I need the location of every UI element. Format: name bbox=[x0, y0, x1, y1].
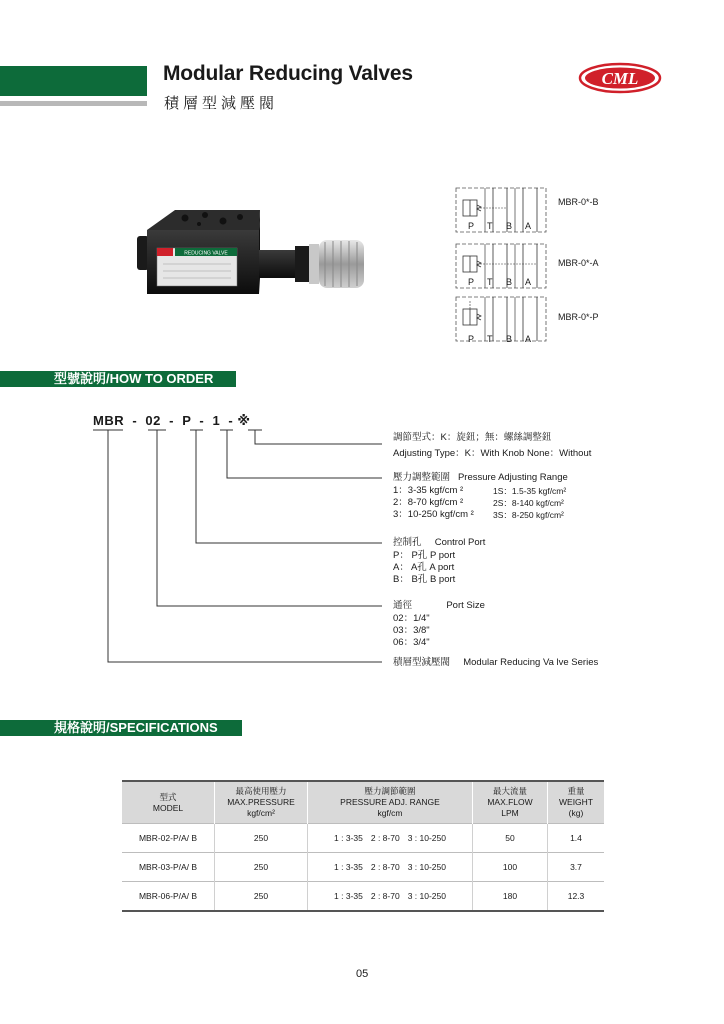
code-dash: - bbox=[199, 413, 205, 428]
table-row bbox=[122, 882, 604, 912]
pressure-left-list bbox=[393, 485, 474, 521]
pressure-item: 1：3-35 kgf/cm ² bbox=[393, 485, 464, 496]
port-size-item: 02：1/4" bbox=[393, 613, 430, 624]
cell-weight: 1.4 bbox=[548, 824, 605, 853]
adjusting-line-cn: 調節型式：K：旋鈕；無：螺絲調整鈕 bbox=[393, 432, 552, 443]
symbol-b-ports bbox=[468, 221, 544, 231]
port-size-item: 03：3/8" bbox=[393, 625, 430, 636]
pressure-item: 3S：8-250 kgf/cm² bbox=[493, 510, 564, 520]
series-desc bbox=[393, 657, 598, 669]
pressure-right-list bbox=[493, 485, 566, 521]
how-to-order-heading: 型號說明/HOW TO ORDER bbox=[0, 371, 236, 387]
page-subtitle: 積層型減壓閥 bbox=[164, 95, 279, 112]
cell-flow: 100 bbox=[473, 853, 548, 882]
port-p: P bbox=[468, 277, 475, 287]
symbol-a-label: MBR-0*-A bbox=[558, 258, 599, 268]
page-title: Modular Reducing Valves bbox=[163, 62, 413, 85]
code-dash: - bbox=[228, 413, 234, 428]
col-model: 型式 MODEL bbox=[122, 781, 215, 824]
control-title-en: Control Port bbox=[434, 537, 486, 548]
port-b: B bbox=[506, 334, 513, 344]
port-t: T bbox=[487, 334, 493, 344]
port-t: T bbox=[487, 221, 493, 231]
header-green-bar bbox=[0, 66, 147, 96]
symbol-p-ports bbox=[468, 334, 544, 344]
table-row bbox=[122, 824, 604, 853]
adjusting-type-desc bbox=[393, 432, 591, 460]
symbol-a-ports bbox=[468, 277, 544, 287]
table-row bbox=[122, 853, 604, 882]
pressure-item: 3：10-250 kgf/cm ² bbox=[393, 509, 474, 520]
pressure-range-desc bbox=[393, 472, 568, 484]
cell-range: 1 : 3-35 2 : 8-70 3 : 10-250 bbox=[308, 882, 473, 912]
code-port: P bbox=[182, 413, 192, 428]
cell-pressure: 250 bbox=[215, 882, 308, 912]
code-dash: - bbox=[169, 413, 174, 428]
cml-logo bbox=[578, 61, 662, 95]
port-size-title-en: Port Size bbox=[446, 600, 485, 611]
symbol-p-label: MBR-0*-P bbox=[558, 312, 599, 322]
cell-flow: 180 bbox=[473, 882, 548, 912]
cell-flow: 50 bbox=[473, 824, 548, 853]
series-title-cn: 積層型減壓閥 bbox=[393, 657, 451, 668]
symbol-b-label: MBR-0*-B bbox=[558, 197, 599, 207]
control-title-cn: 控制孔 bbox=[393, 537, 422, 548]
nameplate-text: REDUCING VALVE bbox=[184, 250, 228, 257]
cell-model: MBR-03-P/A/ B bbox=[122, 853, 215, 882]
spec-header-row bbox=[122, 781, 604, 824]
port-size-item: 06：3/4" bbox=[393, 637, 430, 648]
specifications-heading: 規格說明/SPECIFICATIONS bbox=[0, 720, 242, 736]
cell-model: MBR-06-P/A/ B bbox=[122, 882, 215, 912]
cell-model: MBR-02-P/A/ B bbox=[122, 824, 215, 853]
order-code bbox=[93, 413, 251, 429]
control-item: B： B孔 B port bbox=[393, 574, 456, 585]
code-dash: - bbox=[132, 413, 138, 428]
col-weight: 重量 WEIGHT (kg) bbox=[548, 781, 605, 824]
control-item: P： P孔 P port bbox=[393, 550, 456, 561]
cell-weight: 3.7 bbox=[548, 853, 605, 882]
code-adjusting: ※ bbox=[237, 413, 251, 428]
pressure-item: 1S：1.5-35 kgf/cm² bbox=[493, 486, 567, 496]
port-b: B bbox=[506, 221, 513, 231]
code-series: MBR bbox=[93, 413, 125, 428]
pressure-item: 2：8-70 kgf/cm ² bbox=[393, 497, 464, 508]
adjusting-line-en: Adjusting Type：K：With Knob None：Without bbox=[393, 448, 592, 459]
pressure-title-cn: 壓力調整範圍 bbox=[393, 472, 451, 483]
port-a: A bbox=[525, 277, 532, 287]
valve-photo bbox=[135, 208, 370, 303]
series-title-en: Modular Reducing Va lve Series bbox=[463, 657, 599, 668]
code-range: 1 bbox=[212, 413, 221, 428]
port-a: A bbox=[525, 221, 532, 231]
col-pressure-range: 壓力調節範圍 PRESSURE ADJ. RANGE kgf/cm bbox=[308, 781, 473, 824]
cell-range: 1 : 3-35 2 : 8-70 3 : 10-250 bbox=[308, 824, 473, 853]
port-p: P bbox=[468, 221, 475, 231]
page-number: 05 bbox=[356, 968, 369, 980]
port-t: T bbox=[487, 277, 493, 287]
port-a: A bbox=[525, 334, 532, 344]
control-item: A： A孔 A port bbox=[393, 562, 455, 573]
code-size: 02 bbox=[145, 413, 161, 428]
col-max-pressure: 最高使用壓力 MAX.PRESSURE kgf/cm² bbox=[215, 781, 308, 824]
port-size-title-cn: 通徑 bbox=[393, 600, 413, 611]
cell-range: 1 : 3-35 2 : 8-70 3 : 10-250 bbox=[308, 853, 473, 882]
cell-weight: 12.3 bbox=[548, 882, 605, 912]
port-p: P bbox=[468, 334, 475, 344]
spec-table bbox=[122, 780, 604, 912]
pressure-item: 2S：8-140 kgf/cm² bbox=[493, 498, 564, 508]
port-b: B bbox=[506, 277, 513, 287]
pressure-title-en: Pressure Adjusting Range bbox=[457, 472, 568, 483]
port-size-desc bbox=[393, 600, 485, 649]
header-gray-bar bbox=[0, 101, 147, 106]
control-port-desc bbox=[393, 537, 485, 586]
cell-pressure: 250 bbox=[215, 824, 308, 853]
col-max-flow: 最大流量 MAX.FLOW LPM bbox=[473, 781, 548, 824]
logo-text: CML bbox=[601, 69, 639, 88]
cell-pressure: 250 bbox=[215, 853, 308, 882]
